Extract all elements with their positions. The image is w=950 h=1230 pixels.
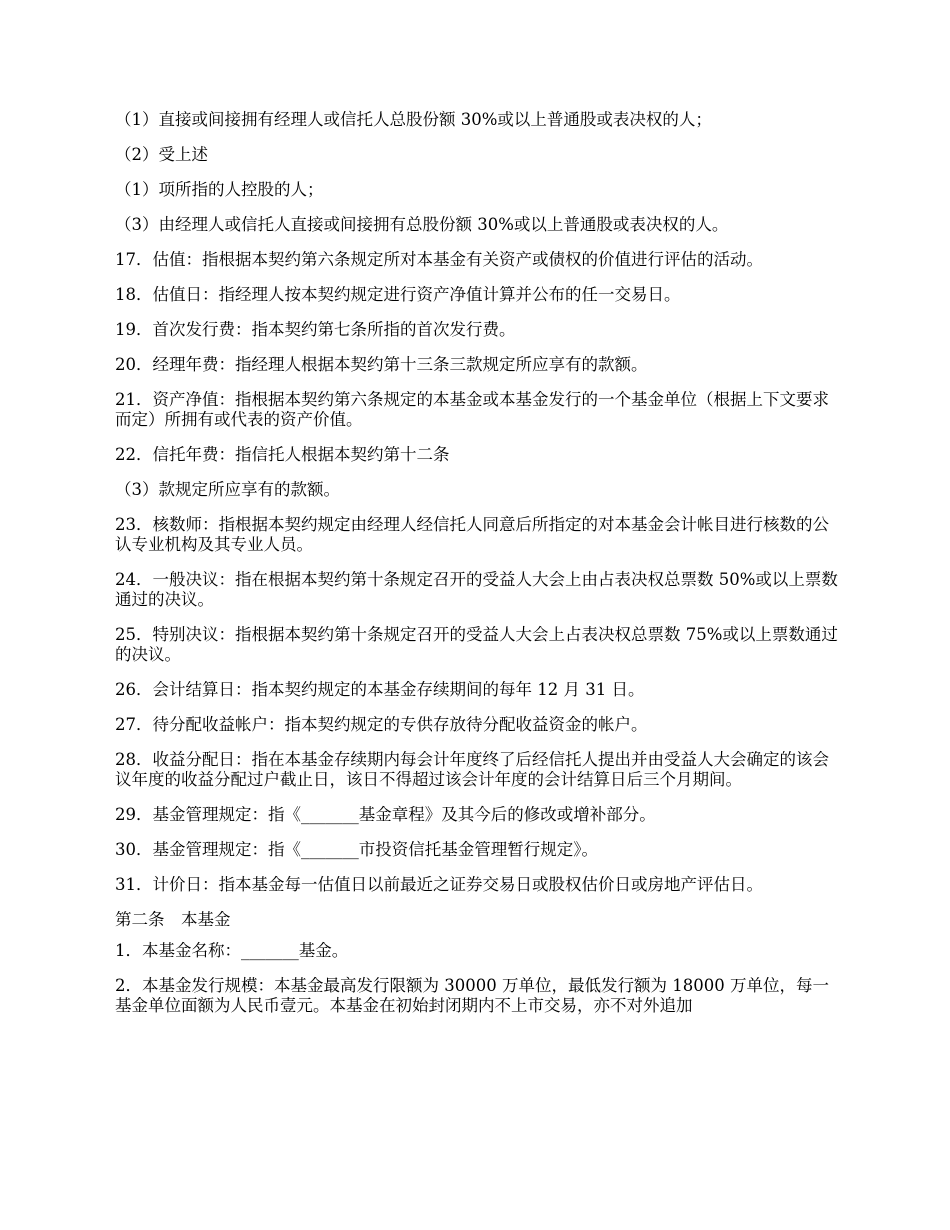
definition-20-manager-fee: 20．经理年费：指经理人根据本契约第十三条三款规定所应享有的款额。 [115, 355, 648, 374]
definition-30-management-rules: 30．基金管理规定：指《_______市投资信托基金管理暂行规定》。 [115, 840, 598, 859]
definition-23-auditor: 23．核数师：指根据本契约规定由经理人经信托人同意后所指定的对本基金会计帐目进行核数的公认专业机构及其专业人员。 [115, 515, 829, 554]
definition-28-distribution-date: 28．收益分配日：指在本基金存续期内每会计年度终了后经信托人提出并由受益人大会确定的该会议年度的收益分配过户截止日，该日不得超过该会计年度的会计结算日后三个月期间。 [115, 750, 829, 789]
definition-22-trustee-fee-cont: （3）款规定所应享有的款额。 [115, 480, 340, 499]
paragraph-related-party-1: （1）直接或间接拥有经理人或信托人总股份额 30%或以上普通股或表决权的人； [115, 110, 712, 129]
definition-27-distribution-account: 27．待分配收益帐户：指本契约规定的专供存放待分配收益资金的帐户。 [115, 715, 648, 734]
definition-24-ordinary-resolution: 24．一般决议：指在根据本契约第十条规定召开的受益人大会上由占表决权总票数 50%或以上票数通过的决议。 [115, 570, 838, 609]
document-body [115, 110, 840, 1016]
definition-26-accounting-date: 26．会计结算日：指本契约规定的本基金存续期间的每年 12 月 31 日。 [115, 680, 645, 699]
section-heading-article-2: 第二条 本基金 [115, 910, 231, 929]
definition-19-initial-fee: 19．首次发行费：指本契约第七条所指的首次发行费。 [115, 320, 516, 339]
paragraph-related-party-2: （2）受上述 [115, 145, 208, 164]
definition-21-net-asset-value: 21．资产净值：指根据本契约第六条规定的本基金或本基金发行的一个基金单位（根据上下文要求而定）所拥有或代表的资产价值。 [115, 390, 829, 429]
paragraph-related-party-3: （3）由经理人或信托人直接或间接拥有总股份额 30%或以上普通股或表决权的人。 [115, 215, 729, 234]
definition-29-management-rules: 29．基金管理规定：指《_______基金章程》及其今后的修改或增补部分。 [115, 805, 656, 824]
paragraph-related-party-2-cont: （1）项所指的人控股的人； [115, 180, 324, 199]
article-2-item-2-issue-size: 2．本基金发行规模：本基金最高发行限额为 30000 万单位，最低发行额为 18000 万单位，每一基金单位面额为人民币壹元。本基金在初始封闭期内不上市交易，亦不对外追加 [115, 976, 829, 1015]
definition-22-trustee-fee: 22．信托年费：指信托人根据本契约第十二条 [115, 445, 450, 464]
definition-31-pricing-day: 31．计价日：指本基金每一估值日以前最近之证券交易日或股权估价日或房地产评估日。 [115, 875, 763, 894]
definition-17-valuation: 17．估值：指根据本契约第六条规定所对本基金有关资产或债权的价值进行评估的活动。 [115, 250, 763, 269]
article-2-item-1-fund-name: 1．本基金名称：_______基金。 [115, 941, 349, 960]
definition-18-valuation-day: 18．估值日：指经理人按本契约规定进行资产净值计算并公布的任一交易日。 [115, 285, 681, 304]
definition-25-special-resolution: 25．特别决议：指根据本契约第十条规定召开的受益人大会上占表决权总票数 75%或以上票数通过的决议。 [115, 625, 838, 664]
